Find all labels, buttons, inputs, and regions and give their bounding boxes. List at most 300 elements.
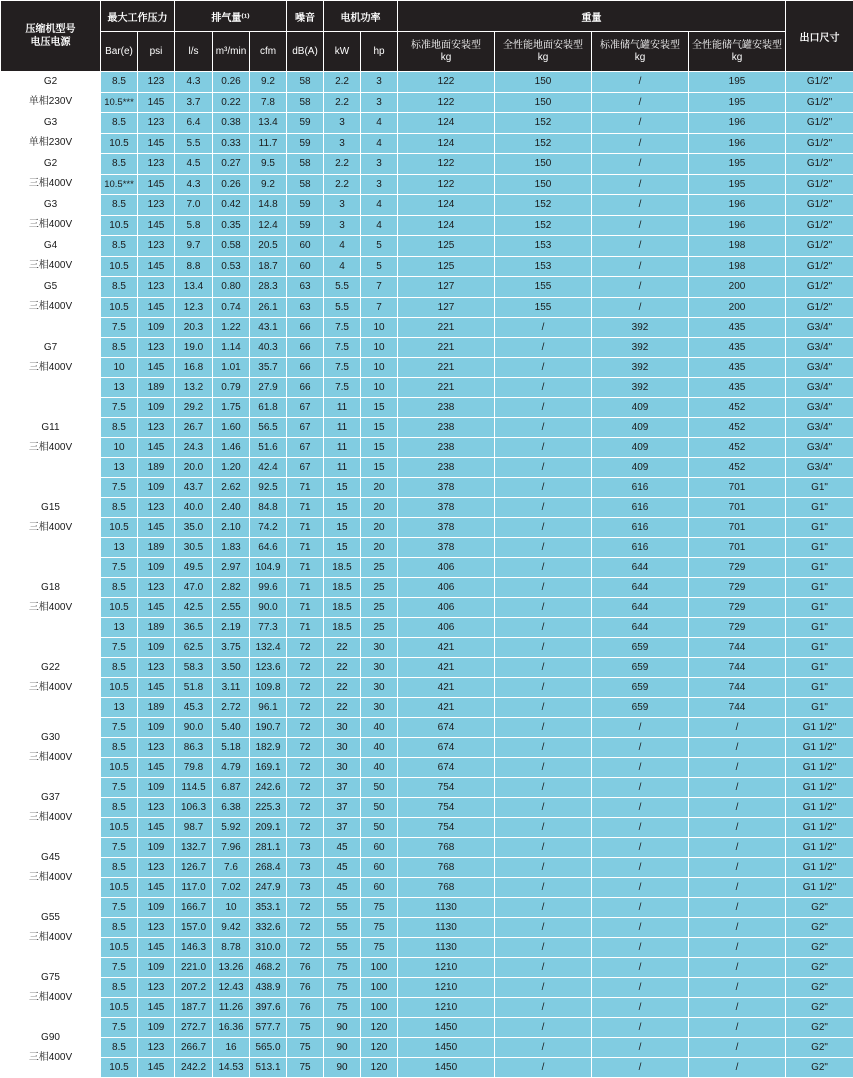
table-cell: 75 [324, 958, 361, 978]
table-row [1, 598, 853, 618]
table-cell: 15 [324, 538, 361, 558]
table-cell: 145 [138, 438, 175, 458]
table-cell: 55 [324, 918, 361, 938]
table-cell: 332.6 [250, 918, 287, 938]
table-cell: 10.5*** [101, 174, 138, 195]
table-cell: 452 [689, 398, 786, 418]
table-cell: 27.9 [250, 378, 287, 398]
table-cell: 1.22 [213, 318, 250, 338]
table-cell: 207.2 [175, 978, 213, 998]
table-cell: 10 [361, 378, 398, 398]
table-cell: / [592, 798, 689, 818]
table-cell: 18.5 [324, 558, 361, 578]
table-cell: / [592, 174, 689, 195]
table-cell: 10.5 [101, 998, 138, 1018]
table-cell: 73 [287, 858, 324, 878]
table-cell: 0.27 [213, 154, 250, 175]
table-cell: 18.7 [250, 256, 287, 277]
table-cell: / [689, 898, 786, 918]
table-cell: 238 [398, 438, 495, 458]
table-cell: 37 [324, 798, 361, 818]
table-cell: 122 [398, 174, 495, 195]
table-cell: 126.7 [175, 858, 213, 878]
table-cell: 109 [138, 638, 175, 658]
table-cell: 5.8 [175, 215, 213, 236]
table-cell: 7 [361, 277, 398, 298]
table-cell: G1/2" [786, 195, 853, 216]
model-cell [1, 478, 101, 558]
table-cell: 123 [138, 658, 175, 678]
table-cell: 15 [324, 478, 361, 498]
table-cell: 166.7 [175, 898, 213, 918]
header-bar: Bar(e) [101, 32, 138, 72]
table-cell: 12.4 [250, 215, 287, 236]
model-cell [1, 318, 101, 398]
table-cell: 37 [324, 818, 361, 838]
table-cell: 13.2 [175, 378, 213, 398]
table-cell: 209.1 [250, 818, 287, 838]
table-cell: 768 [398, 838, 495, 858]
voltage-label: 单相230V [1, 92, 100, 112]
table-cell: 109 [138, 478, 175, 498]
table-cell: 4.5 [175, 154, 213, 175]
table-cell: 77.3 [250, 618, 287, 638]
table-cell: 4 [361, 113, 398, 134]
table-cell: 60 [361, 858, 398, 878]
table-cell: 421 [398, 638, 495, 658]
table-row [1, 518, 853, 538]
table-cell: 435 [689, 378, 786, 398]
model-cell [1, 838, 101, 898]
table-cell: 8.5 [101, 113, 138, 134]
table-cell: / [495, 878, 592, 898]
table-cell: 11 [324, 418, 361, 438]
table-cell: G1/2" [786, 174, 853, 195]
table-cell: G3/4" [786, 398, 853, 418]
table-cell: / [592, 297, 689, 318]
table-cell: 18.5 [324, 618, 361, 638]
voltage-label: 三相400V [1, 215, 100, 235]
table-cell: 0.42 [213, 195, 250, 216]
table-cell: / [592, 878, 689, 898]
table-cell: 36.5 [175, 618, 213, 638]
table-cell: 145 [138, 878, 175, 898]
table-cell: / [592, 154, 689, 175]
table-cell: 123 [138, 277, 175, 298]
table-cell: 90.0 [250, 598, 287, 618]
table-cell: / [592, 998, 689, 1018]
table-cell: 353.1 [250, 898, 287, 918]
table-cell: 56.5 [250, 418, 287, 438]
table-cell: 616 [592, 478, 689, 498]
table-cell: 238 [398, 458, 495, 478]
table-cell: 73 [287, 838, 324, 858]
table-cell: G1/2" [786, 113, 853, 134]
spec-table-body [1, 72, 853, 1078]
table-row [1, 938, 853, 958]
table-cell: 63 [287, 277, 324, 298]
table-cell: / [495, 418, 592, 438]
table-cell: 14.8 [250, 195, 287, 216]
table-cell: 7.5 [101, 778, 138, 798]
table-cell: 123 [138, 918, 175, 938]
table-cell: / [495, 978, 592, 998]
table-cell: 7.5 [324, 318, 361, 338]
table-cell: 238 [398, 398, 495, 418]
table-cell: 701 [689, 518, 786, 538]
table-cell: 6.38 [213, 798, 250, 818]
table-cell: 71 [287, 598, 324, 618]
table-cell: 1130 [398, 938, 495, 958]
table-cell: 22 [324, 678, 361, 698]
table-cell: G1 1/2" [786, 718, 853, 738]
table-cell: / [592, 958, 689, 978]
table-cell: 11 [324, 458, 361, 478]
table-row [1, 277, 853, 298]
table-cell: 8.8 [175, 256, 213, 277]
table-cell: 8.78 [213, 938, 250, 958]
table-cell: 247.9 [250, 878, 287, 898]
table-cell: 50 [361, 798, 398, 818]
table-cell: 145 [138, 256, 175, 277]
table-cell: 63 [287, 297, 324, 318]
table-cell: / [495, 1058, 592, 1078]
table-cell: 1450 [398, 1038, 495, 1058]
table-cell: 145 [138, 598, 175, 618]
table-cell: 145 [138, 358, 175, 378]
table-cell: / [689, 818, 786, 838]
table-cell: 189 [138, 698, 175, 718]
table-row [1, 958, 853, 978]
table-cell: / [495, 538, 592, 558]
table-cell: 3 [361, 92, 398, 113]
table-cell: 7.02 [213, 878, 250, 898]
table-cell: 189 [138, 378, 175, 398]
table-cell: / [495, 458, 592, 478]
table-cell: 20.5 [250, 236, 287, 257]
table-cell: G1/2" [786, 277, 853, 298]
table-cell: 75 [287, 1058, 324, 1078]
table-cell: G1/2" [786, 256, 853, 277]
table-cell: 123.6 [250, 658, 287, 678]
table-cell: 0.26 [213, 174, 250, 195]
table-cell: 13 [101, 538, 138, 558]
header-cfm: cfm [250, 32, 287, 72]
table-cell: 452 [689, 458, 786, 478]
table-cell: 109 [138, 1018, 175, 1038]
table-cell: 8.5 [101, 858, 138, 878]
table-cell: 221.0 [175, 958, 213, 978]
table-cell: 1.75 [213, 398, 250, 418]
table-cell: G1 1/2" [786, 738, 853, 758]
table-cell: 20.0 [175, 458, 213, 478]
table-cell: 5.92 [213, 818, 250, 838]
table-cell: G2" [786, 1058, 853, 1078]
table-cell: 109 [138, 958, 175, 978]
table-cell: / [495, 318, 592, 338]
table-row [1, 858, 853, 878]
table-cell: / [495, 578, 592, 598]
table-cell: / [495, 858, 592, 878]
voltage-label: 三相400V [1, 256, 100, 276]
table-cell: 2.97 [213, 558, 250, 578]
table-cell: 75 [361, 938, 398, 958]
table-cell: 468.2 [250, 958, 287, 978]
table-cell: 30 [324, 718, 361, 738]
table-cell: 51.6 [250, 438, 287, 458]
table-cell: 72 [287, 658, 324, 678]
table-cell: G1" [786, 598, 853, 618]
table-cell: 30 [324, 758, 361, 778]
table-cell: 5.5 [175, 133, 213, 154]
table-cell: 125 [398, 256, 495, 277]
table-row [1, 398, 853, 418]
table-cell: 0.33 [213, 133, 250, 154]
table-cell: 43.7 [175, 478, 213, 498]
voltage-label: 三相400V [1, 518, 100, 538]
table-cell: 3 [361, 174, 398, 195]
table-cell: 200 [689, 297, 786, 318]
table-cell: 72 [287, 818, 324, 838]
model-name: G7 [1, 338, 100, 358]
table-cell: / [495, 558, 592, 578]
table-cell: 4.79 [213, 758, 250, 778]
table-cell: 76 [287, 998, 324, 1018]
table-cell: 644 [592, 618, 689, 638]
table-cell: 30.5 [175, 538, 213, 558]
table-cell: 71 [287, 538, 324, 558]
table-cell: 125 [398, 236, 495, 257]
table-cell: 1210 [398, 998, 495, 1018]
model-cell [1, 72, 101, 113]
table-cell: 20 [361, 538, 398, 558]
table-cell: 152 [495, 113, 592, 134]
table-cell: 99.6 [250, 578, 287, 598]
table-cell: / [592, 778, 689, 798]
table-cell: 3.50 [213, 658, 250, 678]
table-cell: 132.4 [250, 638, 287, 658]
table-cell: 7.5 [101, 838, 138, 858]
table-cell: 42.4 [250, 458, 287, 478]
table-cell: 10.5 [101, 256, 138, 277]
table-cell: 72 [287, 718, 324, 738]
table-cell: / [495, 478, 592, 498]
table-cell: G2" [786, 938, 853, 958]
model-cell [1, 958, 101, 1018]
table-cell: / [689, 798, 786, 818]
table-cell: 25 [361, 598, 398, 618]
table-cell: 11 [324, 398, 361, 418]
table-cell: 513.1 [250, 1058, 287, 1078]
table-cell: 8.5 [101, 738, 138, 758]
model-cell [1, 398, 101, 478]
header-weight-full-floor: 全性能地面安装型 kg [495, 32, 592, 72]
table-cell: / [592, 838, 689, 858]
voltage-label: 三相400V [1, 808, 100, 828]
model-name: G11 [1, 418, 100, 438]
table-cell: / [592, 277, 689, 298]
table-cell: 5.40 [213, 718, 250, 738]
table-cell: 421 [398, 698, 495, 718]
table-cell: 29.2 [175, 398, 213, 418]
table-cell: 238 [398, 418, 495, 438]
table-cell: 9.2 [250, 72, 287, 93]
table-cell: 8.5 [101, 154, 138, 175]
table-cell: 9.5 [250, 154, 287, 175]
table-cell: 84.8 [250, 498, 287, 518]
model-cell [1, 236, 101, 277]
table-cell: 4 [361, 195, 398, 216]
table-cell: 66 [287, 338, 324, 358]
table-cell: 123 [138, 738, 175, 758]
table-cell: 577.7 [250, 1018, 287, 1038]
table-cell: / [592, 133, 689, 154]
table-cell: G3/4" [786, 378, 853, 398]
table-cell: / [495, 698, 592, 718]
table-cell: 7.5 [101, 718, 138, 738]
table-cell: 10 [101, 358, 138, 378]
table-cell: / [592, 858, 689, 878]
model-name: G3 [1, 195, 100, 215]
table-cell: 616 [592, 518, 689, 538]
model-cell [1, 718, 101, 778]
table-cell: 13 [101, 458, 138, 478]
table-cell: 8.5 [101, 918, 138, 938]
table-row [1, 236, 853, 257]
table-cell: 4.3 [175, 174, 213, 195]
table-cell: 153 [495, 256, 592, 277]
table-cell: 60 [361, 838, 398, 858]
table-cell: 6.87 [213, 778, 250, 798]
table-cell: 100 [361, 958, 398, 978]
table-cell: 0.74 [213, 297, 250, 318]
table-row [1, 878, 853, 898]
table-cell: 145 [138, 998, 175, 1018]
table-cell: G2" [786, 1018, 853, 1038]
table-cell: 7.8 [250, 92, 287, 113]
table-row [1, 358, 853, 378]
table-cell: 1130 [398, 918, 495, 938]
table-cell: 76 [287, 978, 324, 998]
table-cell: G3/4" [786, 318, 853, 338]
table-cell: 71 [287, 478, 324, 498]
model-name: G37 [1, 788, 100, 808]
table-cell: 1.14 [213, 338, 250, 358]
table-cell: 76 [287, 958, 324, 978]
model-cell [1, 898, 101, 958]
table-cell: 109 [138, 398, 175, 418]
table-cell: 438.9 [250, 978, 287, 998]
table-cell: G1 1/2" [786, 758, 853, 778]
table-cell: G1" [786, 558, 853, 578]
table-cell: / [689, 778, 786, 798]
table-cell: 2.10 [213, 518, 250, 538]
table-cell: / [495, 438, 592, 458]
table-cell: 152 [495, 133, 592, 154]
table-cell: 20 [361, 478, 398, 498]
table-cell: 58.3 [175, 658, 213, 678]
model-name: G90 [1, 1028, 100, 1048]
table-cell: 124 [398, 133, 495, 154]
table-cell: 4 [324, 236, 361, 257]
table-row [1, 215, 853, 236]
table-cell: 221 [398, 358, 495, 378]
table-cell: 58 [287, 154, 324, 175]
table-cell: 114.5 [175, 778, 213, 798]
table-cell: 123 [138, 72, 175, 93]
table-cell: 15 [361, 398, 398, 418]
table-cell: / [495, 338, 592, 358]
table-cell: 5.5 [324, 297, 361, 318]
table-row [1, 256, 853, 277]
table-cell: 4.3 [175, 72, 213, 93]
table-cell: 58 [287, 92, 324, 113]
model-cell [1, 195, 101, 236]
table-cell: 67 [287, 418, 324, 438]
table-cell: 123 [138, 798, 175, 818]
table-cell: 71 [287, 558, 324, 578]
table-cell: 20 [361, 498, 398, 518]
table-cell: 16.36 [213, 1018, 250, 1038]
table-row [1, 978, 853, 998]
table-row [1, 438, 853, 458]
table-row [1, 478, 853, 498]
table-cell: 127 [398, 297, 495, 318]
voltage-label: 三相400V [1, 988, 100, 1008]
table-cell: 392 [592, 378, 689, 398]
table-cell: 13.4 [250, 113, 287, 134]
table-cell: 72 [287, 778, 324, 798]
table-cell: / [495, 598, 592, 618]
table-row [1, 778, 853, 798]
voltage-label: 三相400V [1, 1048, 100, 1068]
table-cell: 109 [138, 318, 175, 338]
table-cell: / [689, 758, 786, 778]
table-cell: 7 [361, 297, 398, 318]
table-cell: 40.0 [175, 498, 213, 518]
table-cell: 3 [361, 154, 398, 175]
voltage-label: 三相400V [1, 748, 100, 768]
table-cell: 123 [138, 195, 175, 216]
table-cell: 10.5 [101, 215, 138, 236]
header-kw: kW [324, 32, 361, 72]
table-cell: 196 [689, 215, 786, 236]
model-name: G5 [1, 277, 100, 297]
table-cell: 406 [398, 578, 495, 598]
table-cell: 744 [689, 678, 786, 698]
header-outlet: 出口尺寸 [786, 1, 853, 72]
table-cell: 145 [138, 758, 175, 778]
table-cell: 15 [324, 518, 361, 538]
table-cell: 145 [138, 678, 175, 698]
table-cell: 7.5 [101, 1018, 138, 1038]
table-cell: 8.5 [101, 978, 138, 998]
table-cell: / [495, 918, 592, 938]
table-cell: G1/2" [786, 133, 853, 154]
table-cell: / [689, 998, 786, 1018]
table-cell: 155 [495, 297, 592, 318]
table-row [1, 1038, 853, 1058]
table-cell: 644 [592, 578, 689, 598]
table-cell: 7.5 [101, 558, 138, 578]
table-cell: 4 [361, 215, 398, 236]
table-cell: 8.5 [101, 798, 138, 818]
table-cell: 145 [138, 133, 175, 154]
table-cell: 127 [398, 277, 495, 298]
table-cell: 16.8 [175, 358, 213, 378]
table-cell: / [592, 195, 689, 216]
table-cell: / [592, 113, 689, 134]
